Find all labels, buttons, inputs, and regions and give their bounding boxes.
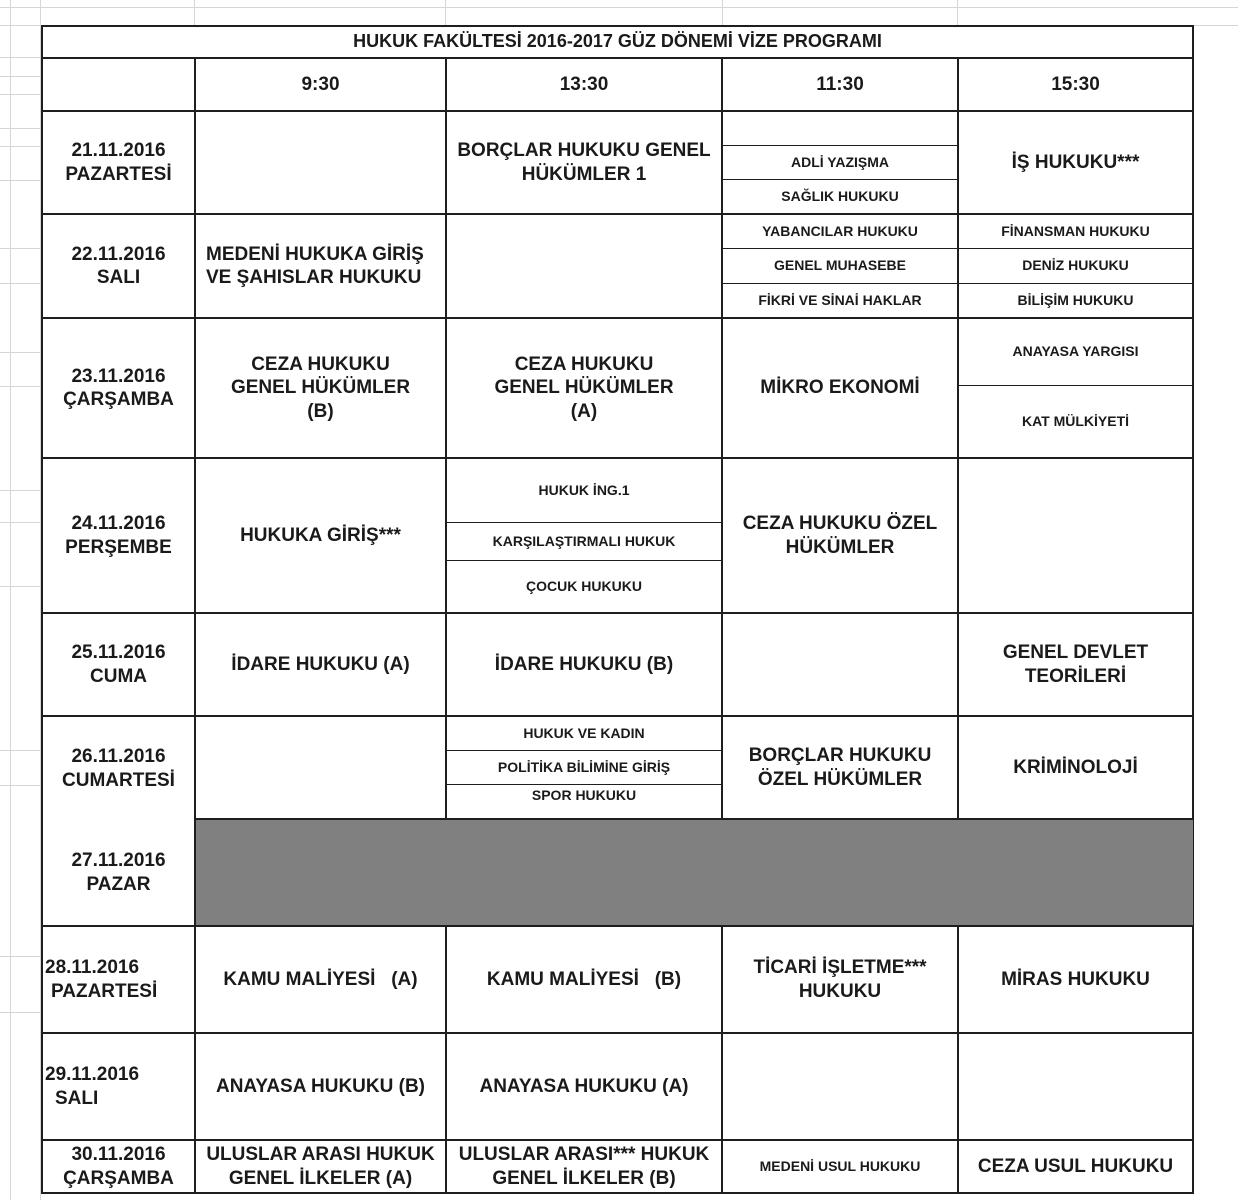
- sunday-shade: [196, 820, 1193, 925]
- exam-cell: KRİMİNOLOJİ: [1013, 756, 1138, 778]
- exam-cell: CEZA USUL HUKUKU: [977, 1155, 1174, 1177]
- date-label: 24.11.2016: [71, 513, 166, 535]
- date-label: 27.11.2016: [71, 850, 166, 872]
- date-label: 28.11.2016: [45, 957, 140, 979]
- exam-cell: ANAYASA HUKUKU (B): [215, 1075, 426, 1097]
- date-label: 21.11.2016: [71, 140, 166, 162]
- exam-cell: BORÇLAR HUKUKU ÖZEL HÜKÜMLER: [748, 745, 932, 790]
- exam-cell: KAMU MALİYESİ (A): [223, 968, 418, 990]
- exam-cell: CEZA HUKUKU GENEL HÜKÜMLER (B): [230, 354, 411, 422]
- exam-cell: HUKUKA GİRİŞ***: [240, 524, 401, 546]
- date-label: 22.11.2016: [71, 243, 166, 265]
- exam-cell: MİKRO EKONOMİ: [760, 377, 920, 399]
- weekday-label: SALI: [55, 1087, 99, 1109]
- exam-cell: DENİZ HUKUKU: [1022, 257, 1129, 274]
- exam-cell: SPOR HUKUKU: [531, 787, 637, 804]
- exam-cell: POLİTİKA BİLİMİNE GİRİŞ: [497, 758, 671, 775]
- date-cell: [43, 927, 194, 1032]
- exam-cell: BİLİŞİM HUKUKU: [1017, 291, 1134, 308]
- date-cell: [43, 820, 194, 925]
- exam-cell: HUKUK İNG.1: [538, 481, 630, 498]
- date-cell: [43, 1034, 194, 1139]
- time-header-4: 15:30: [1051, 73, 1100, 95]
- exam-cell: ÇOCUK HUKUKU: [526, 577, 642, 594]
- exam-cell: KARŞILAŞTIRMALI HUKUK: [492, 532, 676, 549]
- date-label: 29.11.2016: [45, 1064, 140, 1086]
- date-cell: [43, 112, 194, 213]
- page-title: HUKUK FAKÜLTESİ 2016-2017 GÜZ DÖNEMİ VİZE PROGRAMI: [353, 31, 882, 52]
- weekday-label: ÇARŞAMBA: [63, 1167, 174, 1189]
- weekday-label: PAZAR: [86, 873, 151, 895]
- date-label: 26.11.2016: [71, 746, 166, 768]
- exam-cell: HUKUK VE KADIN: [523, 724, 645, 741]
- time-header-1: 9:30: [301, 73, 340, 95]
- exam-cell: CEZA HUKUKU GENEL HÜKÜMLER (A): [494, 354, 674, 422]
- exam-cell: İDARE HUKUKU (A): [231, 653, 410, 675]
- exam-cell: SAĞLIK HUKUKU: [781, 187, 899, 204]
- date-cell: [43, 459, 194, 612]
- exam-cell: ULUSLAR ARASI HUKUK GENEL İLKELER (A): [206, 1144, 435, 1189]
- weekday-label: SALI: [96, 267, 141, 288]
- date-cell: [43, 319, 194, 457]
- exam-cell: MİRAS HUKUKU: [1001, 968, 1150, 990]
- date-cell: [43, 215, 194, 317]
- exam-cell: TİCARİ İŞLETME*** HUKUKU: [753, 957, 927, 1002]
- exam-cell: MEDENİ USUL HUKUKU: [759, 1157, 921, 1174]
- exam-cell: BORÇLAR HUKUKU GENEL HÜKÜMLER 1: [457, 140, 711, 185]
- exam-cell: GENEL MUHASEBE: [774, 257, 906, 274]
- time-header-3: 11:30: [816, 73, 864, 95]
- exam-cell: FİKRİ VE SİNAİ HAKLAR: [758, 291, 922, 308]
- exam-cell: MEDENİ HUKUKA GİRİŞ VE ŞAHISLAR HUKUKU: [206, 243, 424, 288]
- date-cell: [43, 717, 194, 820]
- weekday-label: CUMARTESİ: [62, 769, 175, 791]
- exam-cell: KAMU MALİYESİ (B): [486, 968, 682, 990]
- date-label: 25.11.2016: [71, 642, 166, 664]
- exam-cell: ULUSLAR ARASI*** HUKUK GENEL İLKELER (B): [458, 1144, 710, 1189]
- exam-cell: FİNANSMAN HUKUKU: [1001, 222, 1150, 239]
- time-header-2: 13:30: [559, 73, 609, 95]
- exam-cell: ANAYASA YARGISI: [1012, 343, 1139, 360]
- date-label: 30.11.2016: [71, 1144, 166, 1166]
- exam-cell: KAT MÜLKİYETİ: [1021, 412, 1130, 429]
- exam-cell: GENEL DEVLET TEORİLERİ: [1002, 642, 1149, 687]
- exam-cell: CEZA HUKUKU ÖZEL HÜKÜMLER: [742, 513, 938, 558]
- exam-cell: İDARE HUKUKU (B): [494, 653, 674, 675]
- weekday-label: PAZARTESİ: [51, 980, 158, 1002]
- exam-cell: ANAYASA HUKUKU (A): [479, 1075, 689, 1097]
- exam-cell: YABANCILAR HUKUKU: [762, 222, 918, 239]
- date-label: 23.11.2016: [71, 365, 166, 387]
- date-cell: [43, 614, 194, 715]
- exam-cell: ADLİ YAZIŞMA: [790, 153, 889, 170]
- weekday-label: PAZARTESİ: [65, 163, 172, 185]
- exam-cell: İŞ HUKUKU***: [1011, 151, 1140, 173]
- date-cell: [43, 1141, 194, 1192]
- weekday-label: CUMA: [90, 665, 147, 687]
- weekday-label: PERŞEMBE: [65, 536, 172, 558]
- weekday-label: ÇARŞAMBA: [63, 389, 174, 410]
